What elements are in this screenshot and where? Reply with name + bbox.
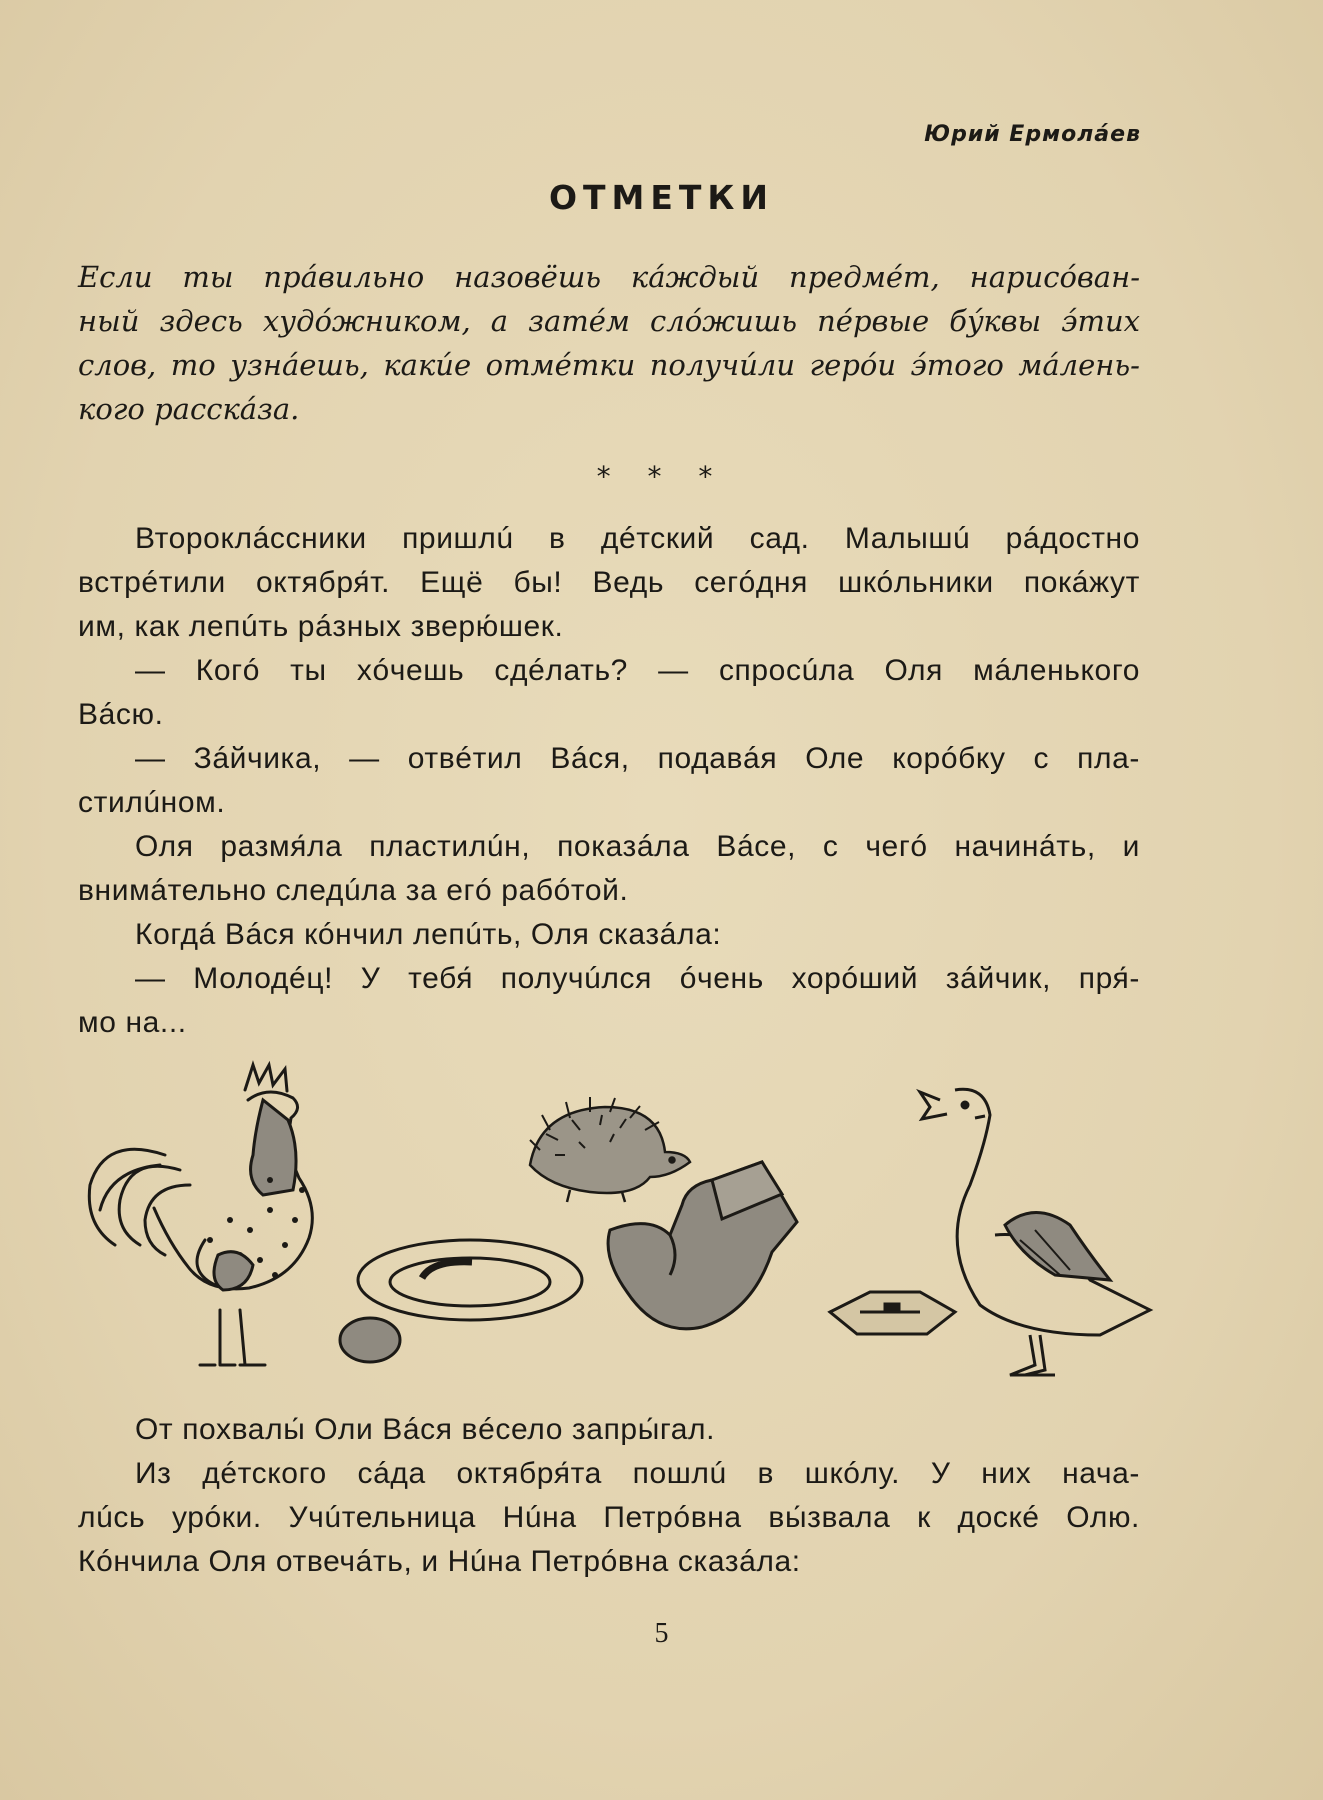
story-text-part2 — [78, 1408, 1140, 1584]
text-line: Второклáссники пришлú в дéтский сад. Малышú рáдостно — [135, 522, 1140, 555]
text-line: Когдá Вáся кóнчил лепúть, Оля сказáла: — [135, 918, 722, 951]
text-line: внимáтельно следúла за егó рабóтой. — [78, 874, 629, 907]
text-line: — Молодéц! У тебя́ получúлся óчень хорóший зáйчик, пря́- — [135, 962, 1140, 995]
text-line: Оля размя́ла пластилúн, показáла Вáсе, с чегó начинáть, и — [135, 830, 1140, 863]
author-name: Юрий Ермолáев — [924, 122, 1141, 147]
plate-drawing — [358, 1240, 582, 1320]
text-line: Из дéтского сáда октября́та пошлú в шкóлу. У них нача- — [135, 1457, 1140, 1490]
text-line: Кóнчила Оля отвечáть, и Нúна Петрóвна сказáла: — [78, 1545, 801, 1578]
text-line: мо на... — [78, 1006, 187, 1039]
text-line: лúсь урóки. Учúтельница Нúна Петрóвна вы́звала к доскé Олю. — [78, 1501, 1140, 1534]
hedgehog-drawing — [530, 1097, 690, 1202]
intro-line: слов, то узнáешь, какúе отмéтки получúли герóи э́того мáлень- — [78, 348, 1140, 382]
intro-paragraph — [78, 255, 1140, 431]
intro-line: ный здесь худóжником, а затéм слóжишь пéрвые бýквы э́тих — [78, 304, 1140, 338]
intro-line: кого расскáза. — [78, 392, 300, 426]
soap-dish-drawing — [830, 1292, 955, 1334]
page-number: 5 — [654, 1618, 669, 1649]
text-line: От похвалы́ Оли Вáся вéсело запры́гал. — [135, 1413, 716, 1446]
text-line: стилúном. — [78, 786, 226, 819]
text-line: Вáсю. — [78, 698, 164, 731]
text-line: встрéтили октября́т. Ещё бы! Ведь сегóдня шкóльники покáжут — [78, 566, 1140, 599]
story-text-part1 — [78, 517, 1140, 1045]
rooster-drawing — [89, 1065, 312, 1365]
text-line: — Когó ты хóчешь сдéлать? — спросúла Оля мáленького — [135, 654, 1140, 687]
goose-drawing — [920, 1089, 1150, 1375]
intro-line: Если ты прáвильно назовёшь кáждый предмéт, нарисóван- — [78, 260, 1140, 294]
egg-drawing — [340, 1318, 400, 1362]
story-title: ОТМЕТКИ — [548, 178, 775, 217]
illustration-strip — [70, 1060, 1170, 1390]
text-line: им, как лепúть рáзных зверю́шек. — [78, 610, 564, 643]
text-line: — Зáйчика, — отвéтил Вáся, подавáя Оле корóбку с пла- — [135, 742, 1140, 775]
section-separator: * * * — [596, 460, 727, 493]
